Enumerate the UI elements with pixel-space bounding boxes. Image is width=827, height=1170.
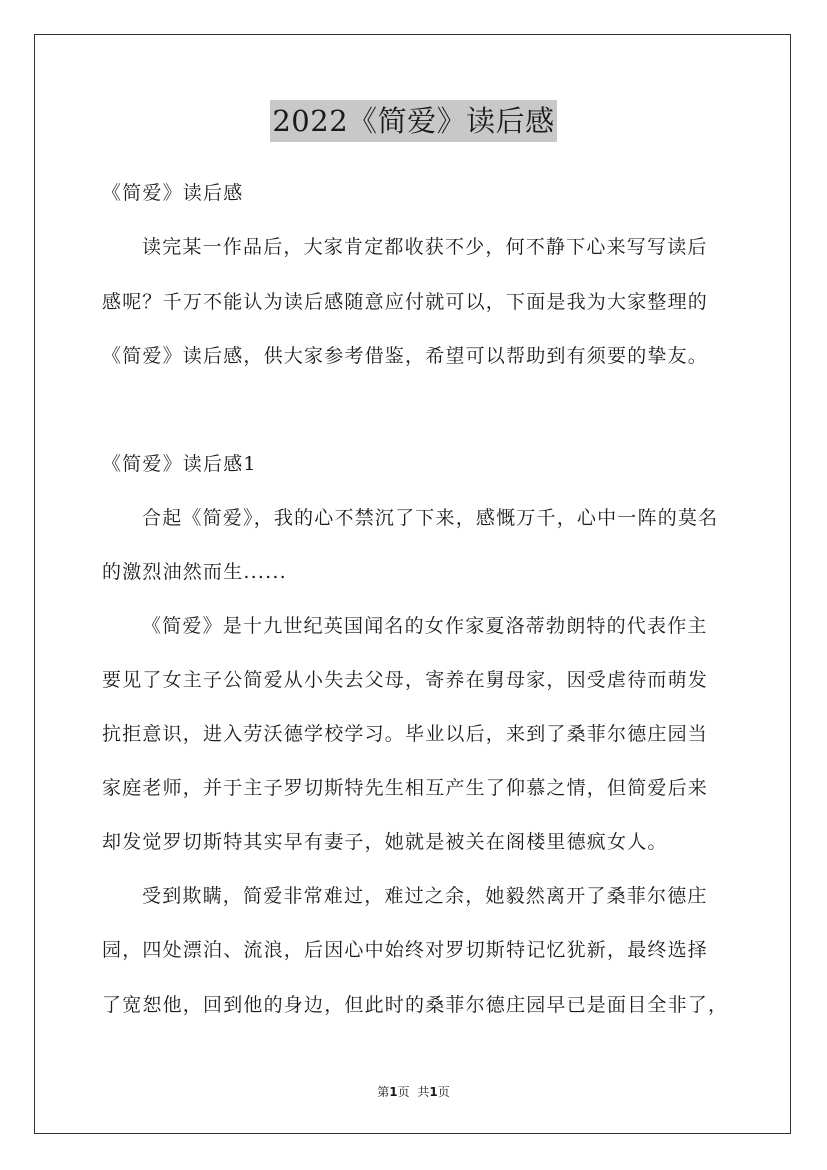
intro-line: 感呢？千万不能认为读后感随意应付就可以，下面是我为大家整理的 <box>102 291 709 313</box>
paragraph-line: 了宽恕他，回到他的身边，但此时的桑菲尔德庄园早已是面目全非了， <box>102 994 729 1016</box>
footer-total-number: 1 <box>429 1085 438 1099</box>
footer-total-suffix: 页 <box>437 1085 450 1099</box>
paragraph-line: 的激烈油然而生...... <box>102 561 287 583</box>
page-footer <box>0 1084 827 1100</box>
intro-line: 读完某一作品后，大家肯定都收获不少，何不静下心来写写读后 <box>142 236 708 258</box>
paragraph-line: 家庭老师，并于主子罗切斯特先生相互产生了仰慕之情，但简爱后来 <box>102 777 709 799</box>
section-heading: 《简爱》读后感1 <box>102 453 257 475</box>
paragraph-line: 抗拒意识，进入劳沃德学校学习。毕业以后，来到了桑菲尔德庄园当 <box>102 723 709 745</box>
footer-page-number: 1 <box>389 1085 398 1099</box>
paragraph-line: 却发觉罗切斯特其实早有妻子，她就是被关在阁楼里德疯女人。 <box>102 831 668 853</box>
title-container <box>0 100 827 142</box>
footer-page-prefix: 第 <box>377 1085 390 1099</box>
document-title: 2022《简爱》读后感 <box>270 100 556 142</box>
paragraph-line: 要见了女主子公简爱从小失去父母，寄养在舅母家，因受虐待而萌发 <box>102 669 709 691</box>
paragraph-line: 园，四处漂泊、流浪，后因心中始终对罗切斯特记忆犹新，最终选择 <box>102 939 709 961</box>
paragraph-line: 《简爱》是十九世纪英国闻名的女作家夏洛蒂勃朗特的代表作主 <box>142 615 708 637</box>
footer-page-suffix: 页 <box>397 1085 410 1099</box>
intro-line: 《简爱》读后感，供大家参考借鉴，希望可以帮助到有须要的挚友。 <box>102 345 709 367</box>
paragraph-line: 合起《简爱》，我的心不禁沉了下来，感慨万千，心中一阵的莫名 <box>142 507 719 529</box>
paragraph-line: 受到欺瞒，简爱非常难过，难过之余，她毅然离开了桑菲尔德庄 <box>142 885 708 907</box>
footer-total-prefix: 共 <box>417 1085 430 1099</box>
document-subtitle: 《简爱》读后感 <box>102 182 244 204</box>
